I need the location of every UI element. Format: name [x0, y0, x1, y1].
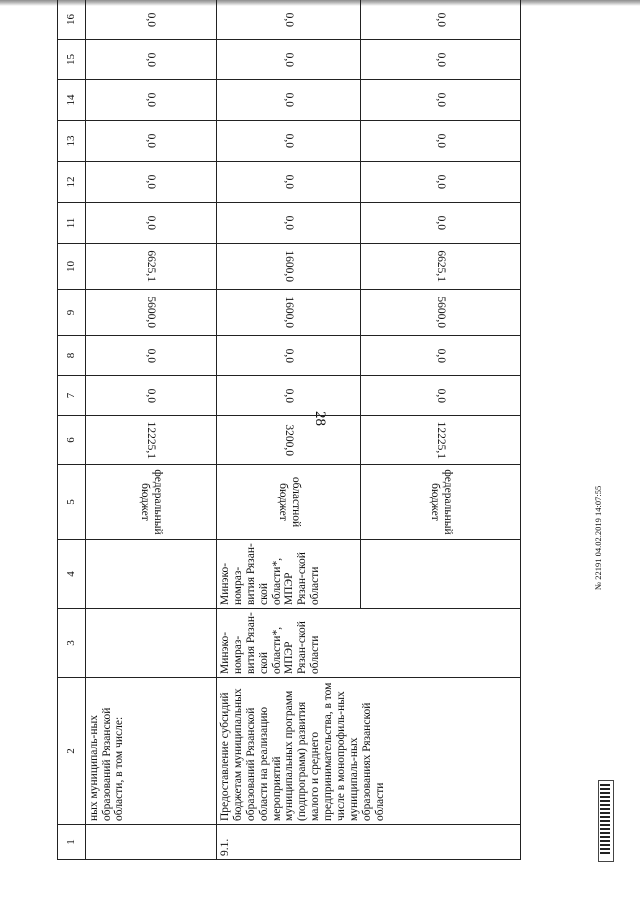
row-91-source-regional: областной бюджет	[217, 465, 361, 540]
col-header-8: 8	[58, 336, 86, 376]
cell-value: 0,0	[360, 40, 520, 80]
row-cont-executor	[85, 609, 216, 678]
cell-value: 0,0	[217, 162, 361, 203]
cell-value: 0,0	[85, 376, 216, 416]
registration-stamp: № 22191 04.02.2019 14:07:55	[593, 485, 603, 590]
cell-value: 0,0	[360, 203, 520, 244]
row-91-coexecutor-empty	[360, 540, 520, 609]
row-cont-number	[85, 825, 216, 860]
header-row	[58, 0, 86, 860]
col-header-10: 10	[58, 244, 86, 290]
col-header-13: 13	[58, 121, 86, 162]
cell-value: 0,0	[217, 40, 361, 80]
col-header-1: 1	[58, 825, 86, 860]
cell-value: 0,0	[85, 162, 216, 203]
col-header-16: 16	[58, 0, 86, 40]
cell-value: 6625,1	[360, 244, 520, 290]
row-cont-source: федеральный бюджет	[85, 465, 216, 540]
col-header-6: 6	[58, 416, 86, 465]
cell-value: 0,0	[85, 80, 216, 121]
cell-value: 6625,1	[85, 244, 216, 290]
cell-value: 0,0	[360, 336, 520, 376]
budget-table-sheet	[57, 12, 521, 860]
cell-value: 0,0	[360, 80, 520, 121]
col-header-5: 5	[58, 465, 86, 540]
cell-value: 5600,0	[360, 290, 520, 336]
row-cont-coexecutor	[85, 540, 216, 609]
cell-value: 0,0	[217, 0, 361, 40]
cell-value: 0,0	[217, 336, 361, 376]
row-91-number: 9.1.	[217, 825, 521, 860]
cell-value: 0,0	[85, 0, 216, 40]
col-header-15: 15	[58, 40, 86, 80]
cell-value: 0,0	[217, 376, 361, 416]
col-header-7: 7	[58, 376, 86, 416]
table-row	[217, 0, 361, 860]
cell-value: 1600,0	[217, 290, 361, 336]
cell-value: 0,0	[85, 203, 216, 244]
row-91-source-federal: федеральный бюджет	[360, 465, 520, 540]
col-header-14: 14	[58, 80, 86, 121]
cell-value: 0,0	[360, 376, 520, 416]
cell-total: 12225,1	[85, 416, 216, 465]
barcode	[600, 784, 610, 856]
cell-value: 0,0	[360, 162, 520, 203]
cell-total: 3200,0	[217, 416, 361, 465]
row-91-executor: Минэко-номраз-вития Рязан-ской области*, МПЭР Рязан-ской области	[217, 609, 521, 678]
cell-value: 0,0	[360, 121, 520, 162]
row-91-name: Предоставление субсидий бюджетам муниципальных образований Рязанской области на реализацию мероприятий муниципальных программ (подпрограмм) развития малого и среднего предпринимательства, в том числе в монопрофиль-ных муниципаль-ных образованиях Рязанской области	[217, 678, 521, 825]
table-row	[85, 0, 216, 860]
cell-total: 12225,1	[360, 416, 520, 465]
cell-value: 0,0	[85, 40, 216, 80]
cell-value: 0,0	[85, 336, 216, 376]
cell-value: 0,0	[217, 121, 361, 162]
cell-value: 0,0	[217, 80, 361, 121]
budget-table	[57, 0, 521, 860]
col-header-4: 4	[58, 540, 86, 609]
row-91-coexecutor: Минэко-номраз-вития Рязан-ской области*, МПЭР Рязан-ской области	[217, 540, 361, 609]
cell-value: 0,0	[217, 203, 361, 244]
cell-value: 1600,0	[217, 244, 361, 290]
row-cont-name: ных муниципаль-ных образований Рязанской области, в том числе:	[85, 678, 216, 825]
col-header-11: 11	[58, 203, 86, 244]
cell-value: 0,0	[360, 0, 520, 40]
page-number: 28	[312, 411, 328, 426]
col-header-2: 2	[58, 678, 86, 825]
col-header-12: 12	[58, 162, 86, 203]
cell-value: 5600,0	[85, 290, 216, 336]
cell-value: 0,0	[85, 121, 216, 162]
col-header-9: 9	[58, 290, 86, 336]
col-header-3: 3	[58, 609, 86, 678]
